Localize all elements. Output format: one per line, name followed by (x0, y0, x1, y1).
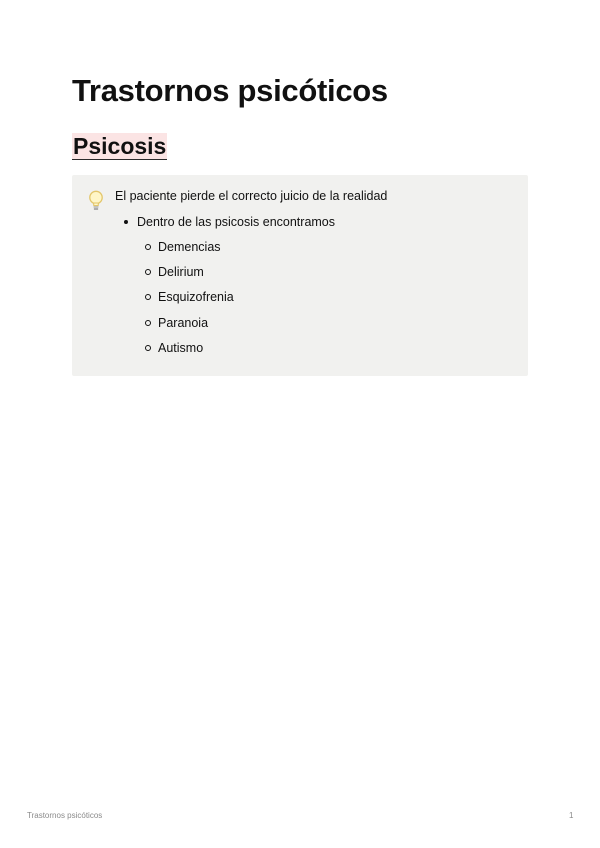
page-title: Trastornos psicóticos (72, 73, 388, 108)
section-heading-text: Psicosis (73, 133, 167, 159)
callout-box (72, 175, 528, 376)
sub-list-item: Demencias (158, 240, 221, 254)
section-heading (72, 131, 167, 161)
sub-list-item: Paranoia (158, 316, 209, 330)
sub-list-item: Esquizofrenia (158, 290, 234, 304)
sub-list-item: Delirium (158, 265, 204, 279)
list-item: Dentro de las psicosis encontramos (137, 215, 336, 229)
page-number: 1 (569, 811, 574, 820)
lightbulb-icon (88, 190, 104, 212)
sub-list-item: Autismo (158, 341, 204, 355)
callout-text: El paciente pierde el correcto juicio de la realidad (115, 189, 388, 203)
footer-title: Trastornos psicóticos (27, 811, 103, 820)
